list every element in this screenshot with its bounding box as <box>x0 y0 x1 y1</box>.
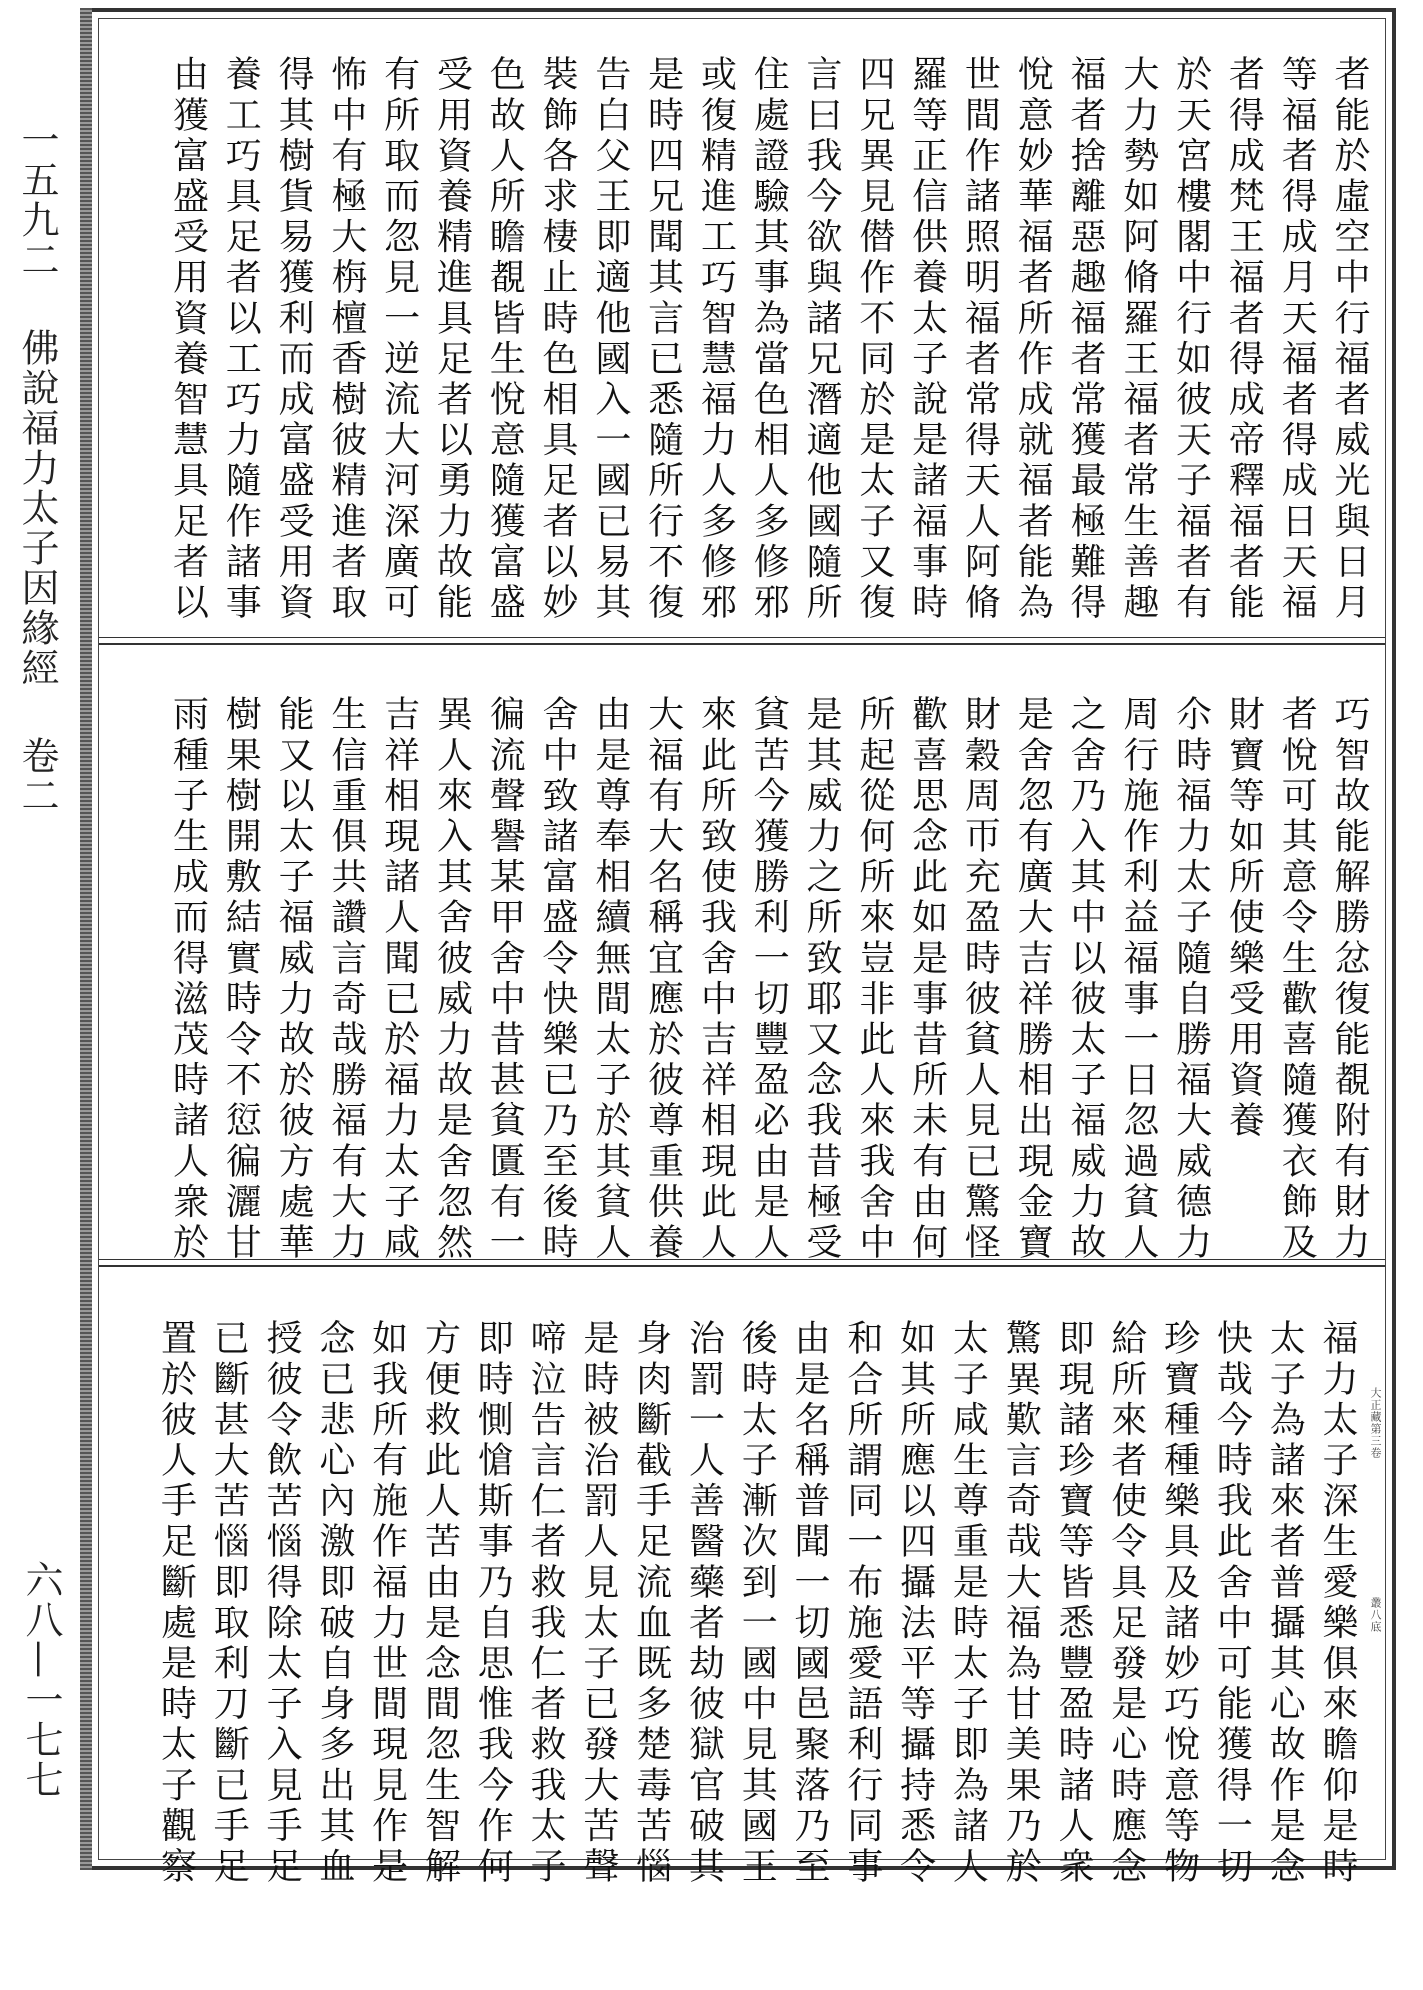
page-frame <box>80 8 1396 1888</box>
text-column: 已斷甚大苦惱即取利刀斷已手足 <box>208 1319 250 1888</box>
text-column: 等福者得成月天福者得成日天福 <box>1276 55 1318 624</box>
margin-title <box>14 120 60 816</box>
text-column: 者悅可其意令生歡喜隨獲衣飾及 <box>1276 695 1318 1264</box>
text-column: 啼泣告言仁者救我仁者救我太子 <box>525 1319 567 1888</box>
text-column: 徧流聲譽某甲舍中昔甚貧匱有一 <box>484 695 526 1264</box>
text-column: 財寶等如所使樂受用資養 <box>1223 695 1265 1142</box>
text-column: 貧苦今獲勝利一切豐盈必由是人 <box>748 695 790 1264</box>
marginal-note: 大正藏第三卷 <box>1369 1387 1382 1459</box>
text-column: 有所取而忽見一逆流大河深廣可 <box>378 55 420 624</box>
text-column: 是時四兄聞其言已悉隨所行不復 <box>642 55 684 624</box>
text-column: 是其威力之所致耶又念我昔極受 <box>801 695 843 1264</box>
text-column: 念已悲心內激即破自身多出其血 <box>313 1319 355 1888</box>
text-column: 驚異歎言奇哉大福為甘美果乃於 <box>1000 1319 1042 1888</box>
text-column: 所起從何所來豈非此人來我舍中 <box>853 695 895 1264</box>
text-column: 生信重俱共讚言奇哉勝福有大力 <box>325 695 367 1264</box>
text-column: 即時惻愴斯事乃自思惟我今作何 <box>472 1319 514 1888</box>
text-column: 福力太子深生愛樂俱來瞻仰是時 <box>1317 1319 1358 1888</box>
text-column: 色故人所瞻覩皆生悅意隨獲富盛 <box>484 55 526 624</box>
text-column: 太子咸生尊重是時太子即為諸人 <box>947 1319 989 1888</box>
text-column: 歡喜思念此如是事昔所未有由何 <box>906 695 948 1264</box>
text-column: 異人來入其舍彼威力故是舍忽然 <box>431 695 473 1264</box>
text-column: 尒時福力太子隨自勝福大威德力 <box>1170 695 1212 1264</box>
text-column: 受用資養精進具足者以勇力故能 <box>431 55 473 624</box>
text-column: 言曰我今欲與諸兄潛適他國隨所 <box>801 55 843 624</box>
text-column: 是時被治罰人見太子已發大苦聲 <box>577 1319 619 1888</box>
text-column: 後時太子漸次到一國中見其國王 <box>736 1319 778 1888</box>
text-column: 羅等正信供養太子說是諸福事時 <box>906 55 948 624</box>
column-group <box>161 55 1375 623</box>
sutra-title: 佛說福力太子因緣經 <box>15 328 59 689</box>
text-column: 太子為諸來者普攝其心故作是念 <box>1264 1319 1306 1888</box>
text-column: 快哉今時我此舍中可能獲得一切 <box>1211 1319 1253 1888</box>
text-column: 如我所有施作福力世間現見作是 <box>366 1319 408 1888</box>
text-column: 身肉斷截手足流血既多楚毒苦惱 <box>630 1319 672 1888</box>
text-column: 如其所應以四攝法平等攝持悉令 <box>894 1319 936 1888</box>
page-number: 六八—一七七 <box>19 1560 63 1800</box>
text-column: 財穀周帀充盈時彼貧人見已驚怪 <box>959 695 1001 1264</box>
text-column: 是舍忽有廣大吉祥勝相出現金寶 <box>1012 695 1054 1264</box>
text-column: 或復精進工巧智慧福力人多修邪 <box>695 55 737 624</box>
text-column: 之舍乃入其中以彼太子福威力故 <box>1065 695 1107 1264</box>
text-panel-middle <box>99 643 1385 1264</box>
text-column: 福者捨離惡趣福者常獲最極難得 <box>1065 55 1107 624</box>
text-column: 者能於虛空中行福者威光與日月 <box>1329 55 1370 624</box>
text-column: 來此所致使我舍中吉祥相現此人 <box>695 695 737 1264</box>
text-column: 治罰一人善醫藥者劫彼獄官破其 <box>683 1319 725 1888</box>
volume-number: 一五九二 <box>15 120 59 280</box>
text-column: 於天宮樓閣中行如彼天子福者有 <box>1170 55 1212 624</box>
text-column: 巧智故能解勝忿復能覩附有財力 <box>1329 695 1370 1264</box>
text-panel-top <box>99 19 1385 635</box>
column-group <box>149 1319 1363 1887</box>
text-column: 樹果樹開敷結實時令不愆徧灑甘 <box>220 695 262 1264</box>
text-column: 周行施作利益福事一日忽過貧人 <box>1117 695 1159 1264</box>
text-column: 悅意妙華福者所作成就福者能為 <box>1012 55 1054 624</box>
text-column: 世間作諸照明福者常得天人阿脩 <box>959 55 1001 624</box>
text-column: 裝飾各求棲止時色相具足者以妙 <box>537 55 579 624</box>
text-panel-bottom <box>99 1265 1385 1888</box>
text-column: 者得成梵王福者得成帝釋福者能 <box>1223 55 1265 624</box>
column-group <box>161 695 1375 1263</box>
text-column: 得其樹貨易獲利而成富盛受用資 <box>273 55 315 624</box>
text-column: 住處證驗其事為當色相人多修邪 <box>748 55 790 624</box>
text-column: 置於彼人手足斷處是時太子觀察 <box>155 1319 197 1888</box>
fascicle: 卷二 <box>15 736 59 817</box>
text-column: 舍中致諸富盛令快樂已乃至後時 <box>537 695 579 1264</box>
text-column: 雨種子生成而得滋茂時諸人衆於 <box>167 695 209 1264</box>
text-column: 和合所謂同一布施愛語利行同事 <box>841 1319 883 1888</box>
text-column: 能又以太子福威力故於彼方處華 <box>273 695 315 1264</box>
text-column: 給所來者使令具足發是心時應念 <box>1105 1319 1147 1888</box>
text-column: 珍寶種種樂具及諸妙巧悅意等物 <box>1158 1319 1200 1888</box>
text-column: 由是尊奉相續無間太子於其貧人 <box>589 695 631 1264</box>
text-column: 方便救此人苦由是念間忽生智解 <box>419 1319 461 1888</box>
text-column: 四兄異見僣作不同於是太子又復 <box>853 55 895 624</box>
text-column: 由獲富盛受用資養智慧具足者以 <box>167 55 209 624</box>
text-column: 由是名稱普聞一切國邑聚落乃至 <box>789 1319 831 1888</box>
text-column: 告白父王即適他國入一國已易其 <box>589 55 631 624</box>
text-column: 大力勢如阿脩羅王福者常生善趣 <box>1117 55 1159 624</box>
text-column: 大福有大名稱宜應於彼尊重供養 <box>642 695 684 1264</box>
marginal-note: 叢八底 <box>1369 1597 1382 1633</box>
text-column: 吉祥相現諸人聞已於福力太子咸 <box>378 695 420 1264</box>
text-column: 怖中有極大栴檀香樹彼精進者取 <box>325 55 367 624</box>
text-column: 授彼令飲苦惱得除太子入見手足 <box>261 1319 303 1888</box>
inner-frame <box>98 18 1386 1888</box>
text-column: 養工巧具足者以工巧力隨作諸事 <box>220 55 262 624</box>
text-column: 即現諸珍寶等皆悉豐盈時諸人衆 <box>1053 1319 1095 1888</box>
